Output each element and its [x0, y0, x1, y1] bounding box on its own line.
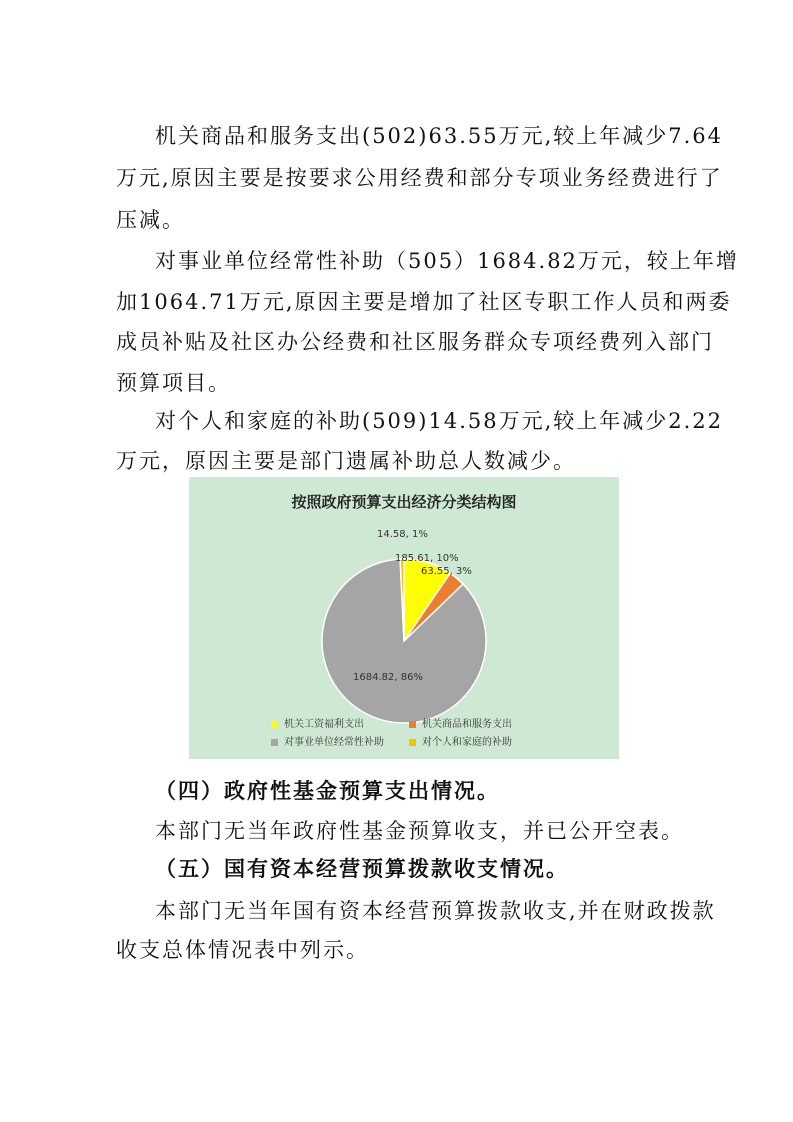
legend-swatch [409, 721, 416, 728]
data-label-4: 14.58, 1% [377, 529, 428, 540]
pie-chart [189, 477, 619, 759]
legend-item-3 [271, 733, 384, 748]
paragraph-2-line-4: 预算项目。 [116, 371, 231, 395]
legend-item-1 [271, 715, 364, 730]
paragraph-2-line-2: 加1064.71万元,原因主要是增加了社区专职工作人员和两委 [116, 290, 732, 314]
pie-chart-svg [189, 477, 619, 759]
data-label-2: 63.55, 3% [421, 566, 472, 577]
paragraph-1-line-2: 万元,原因主要是按要求公用经费和部分专项业务经费进行了 [116, 166, 723, 190]
legend-label: 对事业单位经常性补助 [284, 737, 384, 748]
section-heading-5: （五）国有资本经营预算拨款收支情况。 [155, 857, 569, 881]
paragraph-3-line-1: 对个人和家庭的补助(509)14.58万元,较上年减少2.22 [155, 409, 724, 433]
data-label-1: 185.61, 10% [395, 553, 459, 564]
data-label-3: 1684.82, 86% [353, 672, 423, 683]
legend-swatch [409, 739, 416, 746]
paragraph-4: 本部门无当年政府性基金预算收支，并已公开空表。 [155, 819, 684, 843]
chart-title: 按照政府预算支出经济分类结构图 [291, 493, 517, 511]
paragraph-2-line-3: 成员补贴及社区办公经费和社区服务群众专项经费列入部门 [116, 330, 714, 354]
legend-label: 机关工资福利支出 [284, 719, 364, 730]
section-heading-4: （四）政府性基金预算支出情况。 [155, 779, 500, 803]
legend-item-4 [409, 733, 512, 748]
legend-item-2 [409, 715, 512, 730]
legend-label: 机关商品和服务支出 [422, 719, 512, 730]
paragraph-2-line-1: 对事业单位经常性补助（505）1684.82万元，较上年增 [155, 249, 739, 273]
paragraph-3-line-2: 万元，原因主要是部门遗属补助总人数减少。 [116, 449, 576, 473]
paragraph-5-line-2: 收支总体情况表中列示。 [116, 938, 369, 962]
paragraph-1-line-1: 机关商品和服务支出(502)63.55万元,较上年减少7.64 [155, 124, 724, 148]
legend-swatch [271, 721, 278, 728]
legend-label: 对个人和家庭的补助 [422, 737, 512, 748]
paragraph-5-line-1: 本部门无当年国有资本经营预算拨款收支,并在财政拨款 [155, 899, 716, 923]
paragraph-1-line-3: 压减。 [116, 208, 185, 232]
legend-swatch [271, 739, 278, 746]
